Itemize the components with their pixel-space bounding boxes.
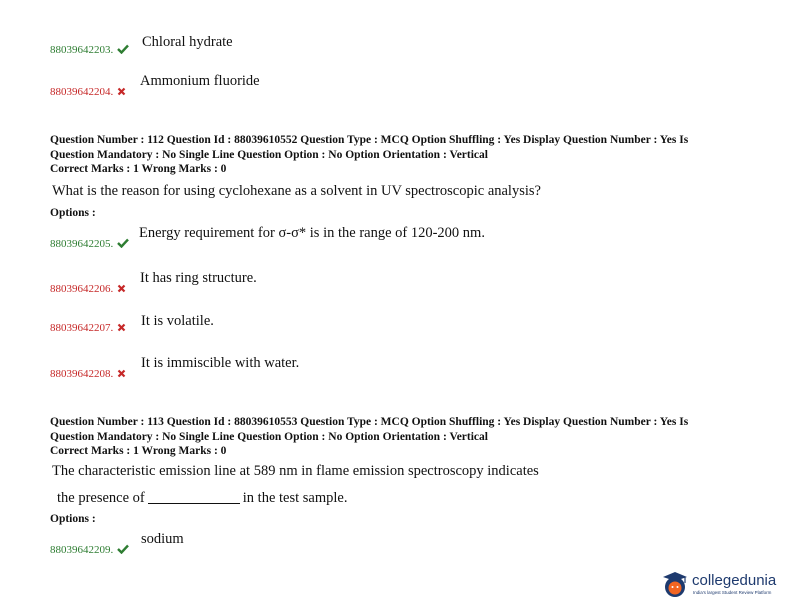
option-text: It has ring structure. [140, 270, 257, 286]
option-text: It is volatile. [141, 313, 214, 329]
logo-tagline: India's largest Student Review Platform [693, 590, 772, 595]
cross-icon [117, 365, 126, 383]
option-id: 88039642206. [50, 283, 114, 295]
question-marks: Correct Marks : 1 Wrong Marks : 0 [50, 445, 227, 457]
question-meta: Question Mandatory : No Single Line Question Option : No Option Orientation : Vertical [50, 148, 488, 161]
cross-icon [117, 319, 126, 337]
collegedunia-logo [660, 568, 784, 602]
option-row [50, 82, 126, 101]
option-row [50, 540, 129, 559]
option-text: Ammonium fluoride [140, 73, 260, 89]
option-id: 88039642209. [50, 544, 114, 556]
option-row [50, 234, 129, 253]
check-icon [117, 541, 129, 559]
option-id: 88039642203. [50, 44, 114, 56]
option-text: sodium [141, 531, 184, 547]
option-row [50, 318, 126, 337]
question-meta: Question Number : 112 Question Id : 88039610552 Question Type : MCQ Option Shuffling : Yes Display Question Number : Yes Is [50, 134, 689, 146]
option-id: 88039642207. [50, 322, 114, 334]
question-meta: Question Mandatory : No Single Line Question Option : No Option Orientation : Vertical [50, 430, 488, 443]
question-marks: Correct Marks : 1 Wrong Marks : 0 [50, 163, 227, 175]
fill-blank [148, 491, 240, 504]
graduate-icon [660, 568, 690, 600]
option-text: Energy requirement for σ-σ* is in the range of 120-200 nm. [139, 225, 485, 241]
question-text-line2 [57, 490, 347, 507]
options-label: Options : [50, 513, 96, 525]
logo-name: collegedunia [692, 572, 777, 589]
option-row [50, 364, 126, 383]
option-id: 88039642205. [50, 238, 114, 250]
question-text: The characteristic emission line at 589 nm in flame emission spectroscopy indicates [52, 463, 539, 479]
check-icon [117, 235, 129, 253]
option-id: 88039642208. [50, 368, 114, 380]
question-text: What is the reason for using cyclohexane as a solvent in UV spectroscopic analysis? [52, 183, 541, 199]
question-text-part: the presence of [57, 490, 145, 506]
option-text: It is immiscible with water. [141, 355, 300, 371]
options-label: Options : [50, 207, 96, 219]
option-row [50, 40, 129, 59]
cross-icon [117, 83, 126, 101]
question-text-part: in the test sample. [242, 490, 348, 506]
cross-icon [117, 280, 126, 298]
check-icon [117, 41, 129, 59]
option-row [50, 279, 126, 298]
option-id: 88039642204. [50, 86, 114, 98]
option-text: Chloral hydrate [142, 34, 233, 50]
question-meta: Question Number : 113 Question Id : 88039610553 Question Type : MCQ Option Shuffling : Yes Display Question Number : Yes Is [50, 416, 689, 428]
